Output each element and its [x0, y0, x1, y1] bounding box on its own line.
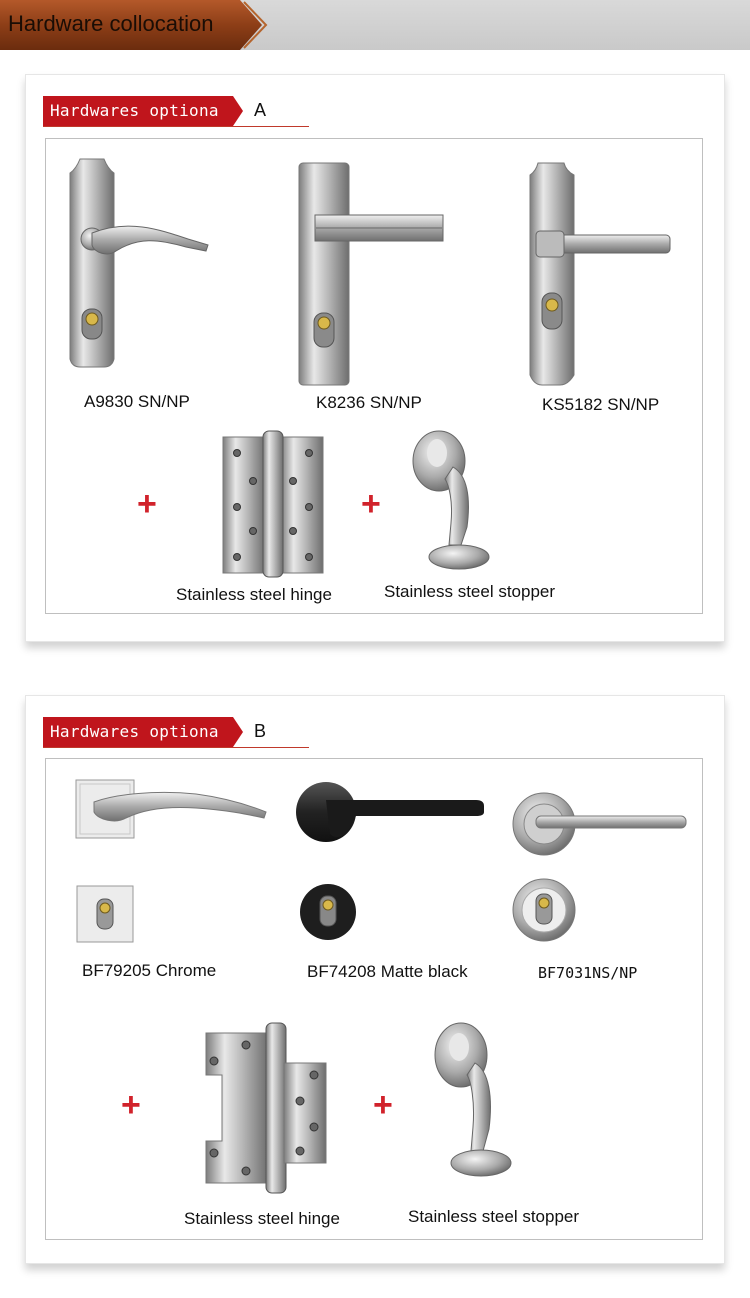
product-caption-bf74208: BF74208 Matte black — [307, 962, 468, 981]
section-a-letter: A — [254, 100, 267, 120]
heading-underline — [43, 747, 309, 748]
page-header-bar — [0, 0, 750, 50]
section-b-letter: B — [254, 721, 267, 741]
lever-handle-bf74208-image — [296, 780, 488, 844]
heading-underline — [43, 126, 309, 127]
flag-hinge-icon — [206, 1023, 328, 1193]
lever-handle-bf7031-image — [512, 792, 692, 856]
door-stopper-icon — [409, 427, 499, 573]
plus-icon: + — [361, 485, 381, 523]
butt-hinge-icon — [219, 431, 329, 577]
accessory-caption-stopper: Stainless steel stopper — [384, 582, 556, 601]
product-caption-a9830: A9830 SN/NP — [84, 392, 190, 411]
page-title: Hardware collocation — [8, 11, 214, 36]
product-caption-k8236: K8236 SN/NP — [316, 393, 422, 412]
section-a-label: Hardwares optiona — [50, 101, 219, 120]
section-b-heading — [43, 717, 309, 749]
accessory-caption-hinge: Stainless steel hinge — [176, 585, 332, 604]
lever-handle-ks5182-image — [528, 163, 678, 387]
plus-icon: + — [121, 1086, 141, 1124]
section-b-card — [25, 695, 725, 1264]
product-caption-bf79205: BF79205 Chrome — [82, 961, 217, 980]
plus-icon: + — [137, 485, 157, 523]
lever-handle-a9830-image — [68, 159, 218, 369]
cylinder-escutcheon-chrome-icon — [76, 885, 136, 945]
product-caption-ks5182: KS5182 SN/NP — [542, 395, 660, 414]
accessory-caption-stopper: Stainless steel stopper — [408, 1207, 580, 1226]
section-a-heading — [43, 96, 309, 128]
door-stopper-icon — [431, 1019, 521, 1179]
cylinder-escutcheon-steel-icon — [512, 878, 576, 942]
section-a-card — [25, 74, 725, 642]
product-caption-bf7031: BF7031NS/NP — [538, 964, 638, 982]
cylinder-escutcheon-black-icon — [298, 882, 358, 942]
lever-handle-bf79205-image — [76, 780, 268, 840]
accessory-caption-hinge: Stainless steel hinge — [184, 1209, 340, 1228]
lever-handle-k8236-image — [299, 163, 449, 387]
section-b-label: Hardwares optiona — [50, 722, 219, 741]
plus-icon: + — [373, 1086, 393, 1124]
